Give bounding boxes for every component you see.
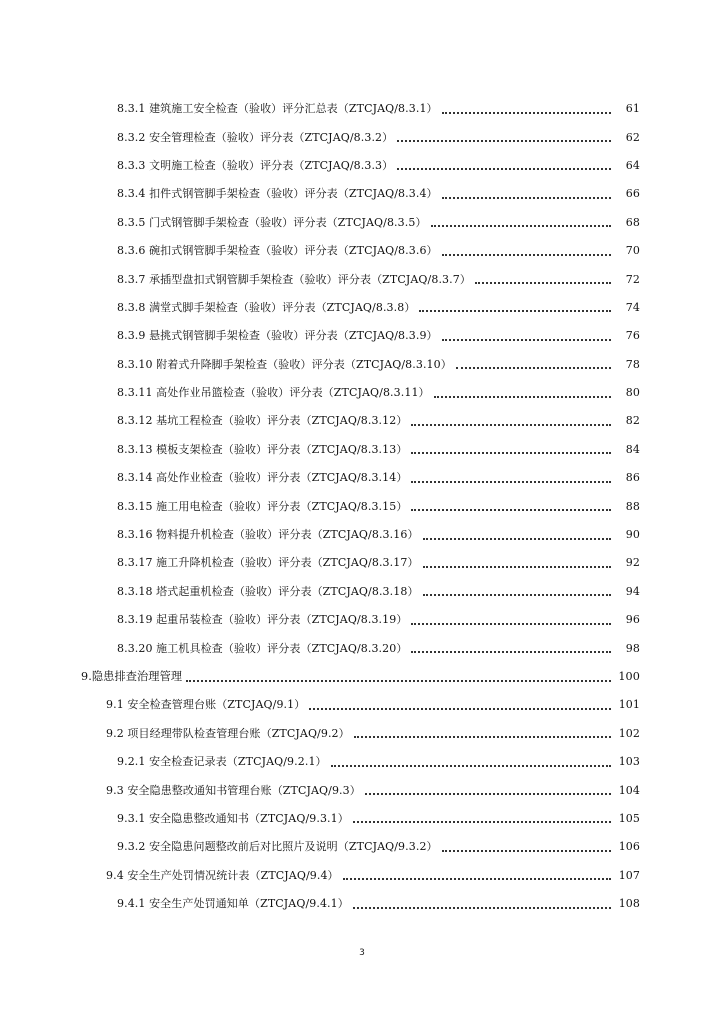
toc-entry-page: 68 xyxy=(625,215,640,229)
toc-entry-title: 8.3.15 施工用电检查（验收）评分表（ZTCJAQ/8.3.15） xyxy=(117,499,408,513)
toc-entry-title: 8.3.16 物料提升机检查（验收）评分表（ZTCJAQ/8.3.16） xyxy=(117,528,419,542)
toc-entry-title: 8.3.1 建筑施工安全检查（验收）评分汇总表（ZTCJAQ/8.3.1） xyxy=(117,102,438,116)
toc-entry-title: 8.3.7 承插型盘扣式钢管脚手架检查（验收）评分表（ZTCJAQ/8.3.7） xyxy=(117,272,471,286)
toc-entry-title: 9.3.1 安全隐患整改通知书（ZTCJAQ/9.3.1） xyxy=(117,811,349,825)
table-of-contents xyxy=(0,95,724,918)
toc-entry-title: 9.3.2 安全隐患问题整改前后对比照片及说明（ZTCJAQ/9.3.2） xyxy=(117,840,438,854)
toc-entry-title: 8.3.20 施工机具检查（验收）评分表（ZTCJAQ/8.3.20） xyxy=(117,641,408,655)
leader-dots xyxy=(186,679,611,682)
toc-entry-page: 72 xyxy=(625,272,640,286)
leader-dots xyxy=(442,253,611,256)
toc-entry-page: 98 xyxy=(625,641,640,655)
leader-dots xyxy=(442,111,611,114)
toc-entry[interactable] xyxy=(0,691,724,719)
leader-dots xyxy=(442,849,611,852)
leader-dots xyxy=(309,707,611,710)
toc-entry-page: 92 xyxy=(625,556,640,570)
toc-entry[interactable] xyxy=(0,606,724,634)
toc-entry-page: 101 xyxy=(618,698,640,712)
leader-dots xyxy=(423,565,611,568)
toc-entry-page: 102 xyxy=(618,726,640,740)
toc-entry-page: 105 xyxy=(618,811,640,825)
leader-dots xyxy=(397,167,611,170)
toc-entry-page: 61 xyxy=(625,102,640,116)
toc-entry-page: 80 xyxy=(625,386,640,400)
toc-entry-title: 8.3.12 基坑工程检查（验收）评分表（ZTCJAQ/8.3.12） xyxy=(117,414,408,428)
toc-entry-page: 96 xyxy=(625,613,640,627)
toc-entry-title: 9.4 安全生产处罚情况统计表（ZTCJAQ/9.4） xyxy=(106,868,339,882)
toc-entry[interactable] xyxy=(0,294,724,322)
leader-dots xyxy=(365,792,611,795)
toc-entry[interactable] xyxy=(0,521,724,549)
toc-entry-page: 86 xyxy=(625,471,640,485)
toc-entry-title: 9.1 安全检查管理台账（ZTCJAQ/9.1） xyxy=(106,698,306,712)
toc-entry[interactable] xyxy=(0,351,724,379)
toc-entry[interactable] xyxy=(0,407,724,435)
toc-entry-title: 8.3.14 高处作业检查（验收）评分表（ZTCJAQ/8.3.14） xyxy=(117,471,408,485)
toc-entry[interactable] xyxy=(0,492,724,520)
toc-entry[interactable] xyxy=(0,152,724,180)
toc-entry[interactable] xyxy=(0,549,724,577)
toc-entry-title: 9.2 项目经理带队检查管理台账（ZTCJAQ/9.2） xyxy=(106,726,350,740)
toc-entry-title: 8.3.8 满堂式脚手架检查（验收）评分表（ZTCJAQ/8.3.8） xyxy=(117,300,416,314)
toc-entry-title: 8.3.13 模板支架检查（验收）评分表（ZTCJAQ/8.3.13） xyxy=(117,442,408,456)
leader-dots xyxy=(353,906,611,909)
toc-entry-title: 8.3.5 门式钢管脚手架检查（验收）评分表（ZTCJAQ/8.3.5） xyxy=(117,215,427,229)
toc-entry-title: 9.3 安全隐患整改通知书管理台账（ZTCJAQ/9.3） xyxy=(106,783,361,797)
toc-entry[interactable] xyxy=(0,322,724,350)
toc-entry-page: 107 xyxy=(618,868,640,882)
toc-entry-title: 8.3.18 塔式起重机检查（验收）评分表（ZTCJAQ/8.3.18） xyxy=(117,584,419,598)
leader-dots xyxy=(353,820,611,823)
leader-dots xyxy=(431,224,611,227)
toc-entry-page: 74 xyxy=(625,300,640,314)
leader-dots xyxy=(475,281,611,284)
toc-entry[interactable] xyxy=(0,379,724,407)
toc-entry-page: 100 xyxy=(618,670,640,683)
toc-entry[interactable] xyxy=(0,748,724,776)
toc-entry-page: 70 xyxy=(625,244,640,258)
toc-entry[interactable] xyxy=(0,95,724,123)
toc-entry-title: 8.3.17 施工升降机检查（验收）评分表（ZTCJAQ/8.3.17） xyxy=(117,556,419,570)
toc-entry-title: 8.3.9 悬挑式钢管脚手架检查（验收）评分表（ZTCJAQ/8.3.9） xyxy=(117,329,438,343)
leader-dots xyxy=(442,196,611,199)
page-number: 3 xyxy=(359,948,365,958)
leader-dots xyxy=(331,764,611,767)
toc-entry[interactable] xyxy=(0,634,724,662)
toc-entry-page: 88 xyxy=(625,499,640,513)
toc-entry-page: 103 xyxy=(618,755,640,769)
toc-entry-page: 104 xyxy=(618,783,640,797)
toc-entry[interactable] xyxy=(0,776,724,804)
toc-entry[interactable] xyxy=(0,464,724,492)
leader-dots xyxy=(419,309,611,312)
toc-entry[interactable] xyxy=(0,265,724,293)
toc-entry-title: 8.3.19 起重吊装检查（验收）评分表（ZTCJAQ/8.3.19） xyxy=(117,613,408,627)
toc-entry-title: 8.3.6 碗扣式钢管脚手架检查（验收）评分表（ZTCJAQ/8.3.6） xyxy=(117,244,438,258)
leader-dots xyxy=(354,735,611,738)
toc-entry-page: 76 xyxy=(625,329,640,343)
toc-entry-title: 8.3.2 安全管理检查（验收）评分表（ZTCJAQ/8.3.2） xyxy=(117,130,394,144)
leader-dots xyxy=(456,366,611,369)
toc-entry[interactable] xyxy=(0,862,724,890)
toc-section-heading[interactable] xyxy=(0,663,724,691)
leader-dots xyxy=(411,423,611,426)
leader-dots xyxy=(442,338,611,341)
toc-entry-title: 8.3.11 高处作业吊篮检查（验收）评分表（ZTCJAQ/8.3.11） xyxy=(117,386,430,400)
toc-entry-page: 84 xyxy=(625,442,640,456)
toc-entry-page: 78 xyxy=(625,357,640,371)
toc-entry-title: 9.隐患排查治理管理 xyxy=(81,670,183,683)
toc-entry-page: 82 xyxy=(625,414,640,428)
leader-dots xyxy=(411,451,611,454)
leader-dots xyxy=(411,480,611,483)
toc-entry[interactable] xyxy=(0,237,724,265)
toc-entry-title: 9.4.1 安全生产处罚通知单（ZTCJAQ/9.4.1） xyxy=(117,897,349,911)
leader-dots xyxy=(423,537,611,540)
toc-entry[interactable] xyxy=(0,209,724,237)
toc-entry-title: 8.3.10 附着式升降脚手架检查（验收）评分表（ZTCJAQ/8.3.10） xyxy=(117,357,452,371)
leader-dots xyxy=(423,593,611,596)
leader-dots xyxy=(411,650,611,653)
toc-entry[interactable] xyxy=(0,720,724,748)
toc-entry[interactable] xyxy=(0,833,724,861)
toc-entry-title: 8.3.4 扣件式钢管脚手架检查（验收）评分表（ZTCJAQ/8.3.4） xyxy=(117,187,438,201)
leader-dots xyxy=(411,622,611,625)
toc-entry[interactable] xyxy=(0,890,724,918)
leader-dots xyxy=(411,508,611,511)
toc-entry-page: 106 xyxy=(618,840,640,854)
toc-entry-page: 90 xyxy=(625,528,640,542)
toc-entry[interactable] xyxy=(0,578,724,606)
leader-dots xyxy=(343,877,611,880)
leader-dots xyxy=(434,395,611,398)
toc-entry[interactable] xyxy=(0,805,724,833)
toc-entry-page: 62 xyxy=(625,130,640,144)
toc-entry-page: 94 xyxy=(625,584,640,598)
leader-dots xyxy=(397,139,611,142)
toc-entry-title: 8.3.3 文明施工检查（验收）评分表（ZTCJAQ/8.3.3） xyxy=(117,158,394,172)
toc-entry-page: 64 xyxy=(625,158,640,172)
toc-entry-page: 66 xyxy=(625,187,640,201)
toc-entry[interactable] xyxy=(0,436,724,464)
toc-entry[interactable] xyxy=(0,180,724,208)
toc-entry[interactable] xyxy=(0,123,724,151)
toc-entry-page: 108 xyxy=(618,897,640,911)
toc-entry-title: 9.2.1 安全检查记录表（ZTCJAQ/9.2.1） xyxy=(117,755,327,769)
